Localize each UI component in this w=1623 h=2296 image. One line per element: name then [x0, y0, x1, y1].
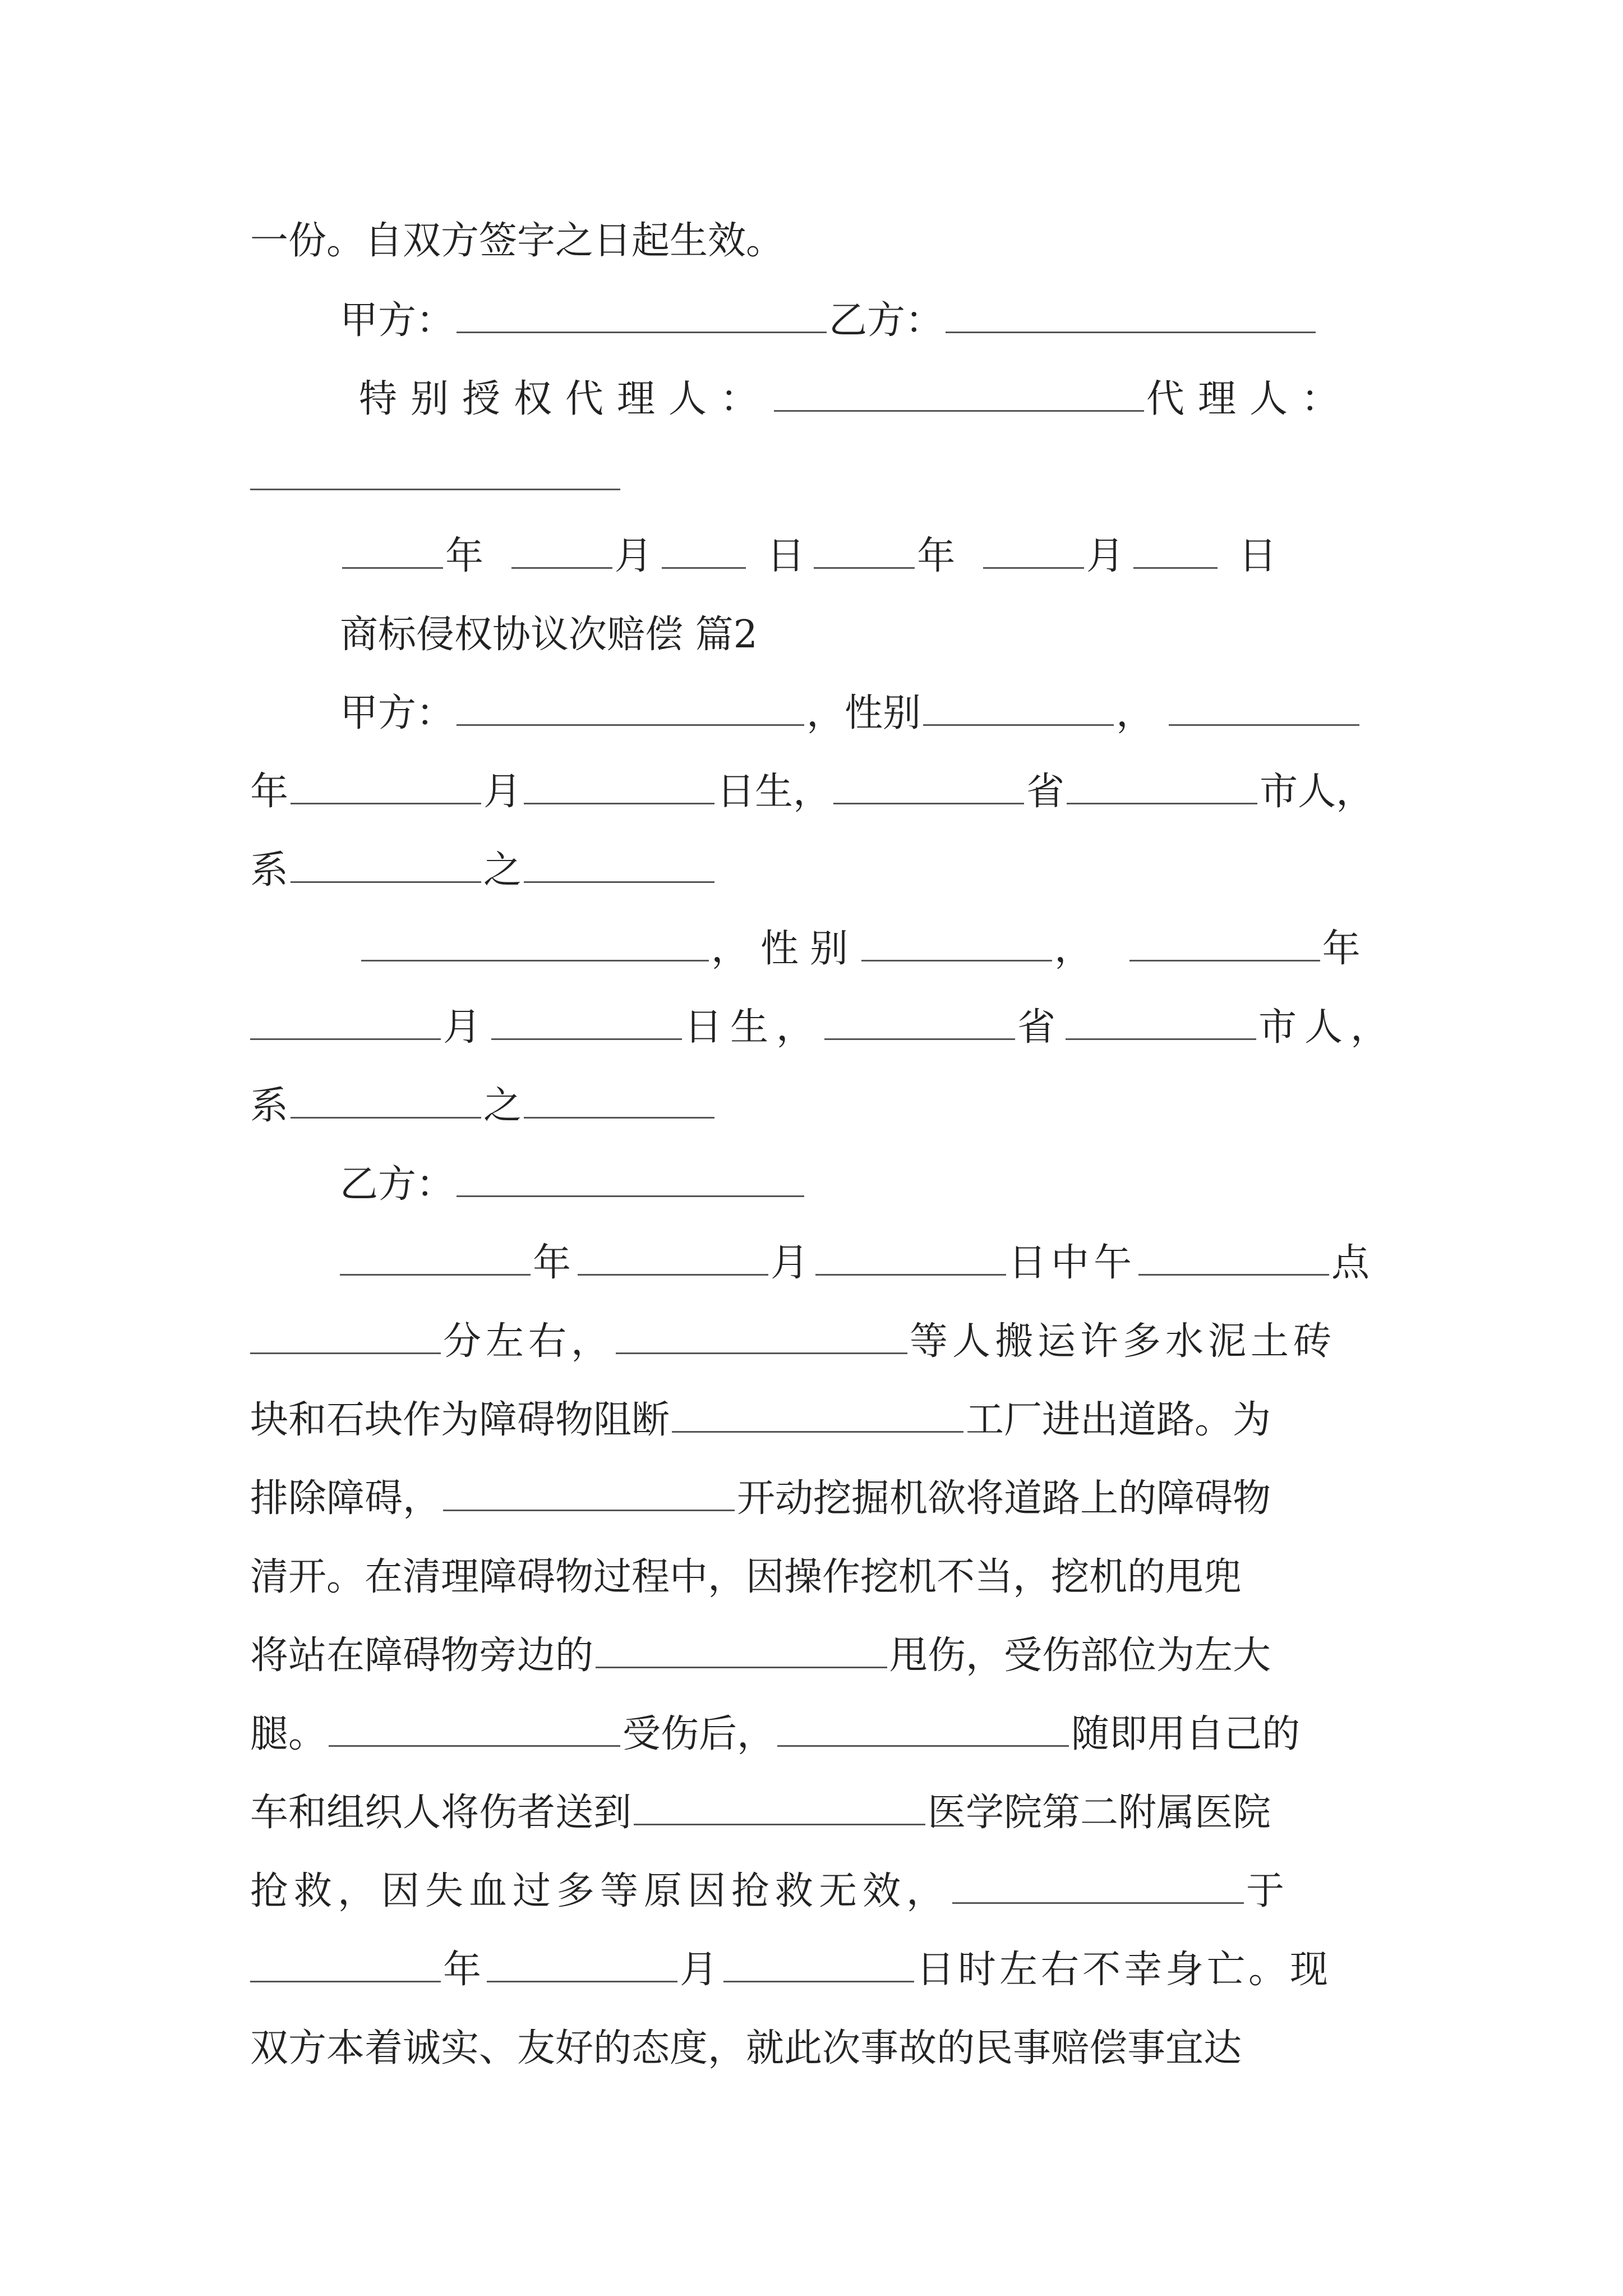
text-segment: 日时左右不幸身亡。现 — [916, 1948, 1332, 1992]
text-segment: 分左右， — [443, 1319, 614, 1364]
blank-line — [250, 477, 620, 490]
text-segment: ，性别 — [711, 927, 860, 971]
text-segment: 日 — [1238, 534, 1284, 578]
text-segment: 双方本着诚实、友好的态度，就此次事故的民事赔偿事宜达 — [250, 2026, 1242, 2070]
text-segment: 块和石块作为障碍物阻断 — [250, 1398, 670, 1442]
blank-line — [1138, 1263, 1329, 1276]
blank-line — [291, 792, 481, 804]
blank-line — [524, 792, 714, 804]
text-segment: 月 — [483, 770, 522, 814]
blank-line — [457, 320, 827, 333]
blank-line — [983, 556, 1084, 569]
blank-line — [250, 1341, 441, 1354]
blank-line — [814, 556, 915, 569]
text-line — [250, 1387, 1271, 1454]
blank-line — [524, 870, 714, 883]
text-segment: 等人搬运许多水泥土砖 — [910, 1319, 1336, 1364]
blank-line — [443, 1498, 735, 1511]
blank-line — [596, 1655, 887, 1668]
blank-line — [1133, 556, 1218, 569]
blank-line — [662, 556, 746, 569]
blank-line — [457, 713, 804, 726]
text-segment: 年 — [917, 534, 962, 578]
text-segment: 月 — [1086, 534, 1131, 578]
text-line — [250, 2015, 1242, 2082]
blank-line — [824, 1027, 1015, 1040]
text-segment: 工厂进出道路。为 — [966, 1398, 1271, 1442]
text-segment: 车和组织人将伤者送到 — [250, 1791, 632, 1835]
blank-line — [815, 1263, 1006, 1276]
text-segment: 市人， — [1260, 770, 1375, 814]
blank-line — [1169, 713, 1359, 726]
text-line — [250, 1701, 1300, 1768]
blank-line — [952, 1891, 1244, 1904]
text-segment: 市人， — [1258, 1005, 1397, 1050]
blank-line — [291, 870, 481, 883]
text-segment: 年 — [445, 534, 491, 578]
text-segment: 年 — [250, 770, 289, 814]
blank-line — [361, 949, 709, 961]
blank-line — [1067, 792, 1257, 804]
text-segment: 甲方： — [340, 298, 455, 343]
text-line — [250, 1779, 1271, 1847]
text-segment: 医学院第二附属医院 — [928, 1791, 1271, 1835]
text-segment: 随即用自己的 — [1071, 1712, 1301, 1756]
text-segment: 特别授权代理人： — [359, 377, 772, 421]
blank-line — [578, 1263, 768, 1276]
text-segment: 系 — [250, 848, 289, 892]
text-line — [250, 444, 620, 512]
section-heading — [340, 601, 758, 669]
text-line — [250, 1465, 1271, 1533]
text-segment: 之 — [483, 848, 522, 892]
text-segment: 月 — [614, 534, 660, 578]
text-line — [250, 837, 717, 904]
text-line — [340, 680, 1362, 747]
blank-line — [487, 1970, 677, 1982]
text-line — [340, 287, 1318, 355]
text-segment: 年 — [443, 1948, 485, 1992]
text-line — [250, 1073, 717, 1140]
text-segment: 乙方： — [829, 298, 944, 343]
text-segment: 月 — [680, 1948, 722, 1992]
blank-line — [457, 1184, 804, 1197]
blank-line — [250, 1970, 441, 1982]
text-segment: 腿。 — [250, 1712, 327, 1756]
text-segment: 代理人： — [1146, 377, 1353, 421]
text-segment: 将站在障碍物旁边的 — [250, 1634, 594, 1678]
text-segment: 甩伤，受伤部位为左大 — [889, 1634, 1271, 1678]
text-segment: 清开。在清理障碍物过程中，因操作挖机不当，挖机的甩兜 — [250, 1555, 1242, 1599]
text-line — [359, 915, 1372, 983]
text-line — [340, 523, 1284, 590]
blank-line — [723, 1970, 914, 1982]
text-segment: 日生， — [684, 1005, 823, 1050]
blank-line — [946, 320, 1316, 333]
text-segment: 月 — [443, 1005, 490, 1050]
text-line — [250, 1544, 1242, 1611]
text-segment: ， — [1116, 691, 1155, 735]
text-line — [250, 994, 1396, 1061]
text-segment: 一份。自双方签字之日起生效。 — [250, 219, 785, 263]
blank-line — [342, 556, 443, 569]
text-segment: 年 — [1322, 927, 1372, 971]
text-segment: 之 — [483, 1084, 522, 1128]
text-line — [340, 1151, 806, 1218]
text-segment: 甲方： — [340, 691, 455, 735]
text-segment: 系 — [250, 1084, 289, 1128]
blank-line — [340, 1263, 531, 1276]
blank-line — [923, 713, 1114, 726]
text-line — [250, 1936, 1331, 2004]
text-segment: 省 — [1017, 1005, 1064, 1050]
heading-text: 商标侵权协议次赔偿 篇2 — [340, 613, 758, 657]
text-segment: 月 — [771, 1241, 814, 1285]
text-line — [250, 1308, 1336, 1375]
blank-line — [777, 1734, 1069, 1747]
text-segment: 开动挖掘机欲将道路上的障碍物 — [737, 1476, 1271, 1521]
blank-line — [774, 399, 1144, 412]
blank-line — [491, 1027, 682, 1040]
text-segment: 抢救，因失血过多等原因抢救无效， — [250, 1869, 951, 1913]
blank-line — [833, 792, 1024, 804]
text-segment: ， — [1054, 927, 1104, 971]
text-line — [359, 366, 1353, 433]
text-segment: 乙方： — [340, 1162, 455, 1207]
text-line — [250, 1622, 1271, 1690]
text-segment: 日 — [767, 534, 812, 578]
text-segment: 排除障碍， — [250, 1476, 441, 1521]
blank-line — [1066, 1027, 1256, 1040]
blank-line — [861, 949, 1052, 961]
text-line — [250, 758, 1374, 826]
blank-line — [524, 1106, 714, 1119]
text-segment: 于 — [1246, 1869, 1290, 1913]
text-segment: 省 — [1026, 770, 1065, 814]
blank-line — [511, 556, 612, 569]
text-segment: 日中午 — [1008, 1241, 1137, 1285]
text-line — [250, 208, 784, 275]
blank-line — [1129, 949, 1320, 961]
text-segment: 点 — [1331, 1241, 1375, 1285]
blank-line — [250, 1027, 441, 1040]
blank-line — [672, 1420, 963, 1433]
text-segment: 受伤后， — [623, 1712, 776, 1756]
text-line — [340, 1230, 1374, 1297]
text-segment: 日生， — [717, 770, 832, 814]
blank-line — [616, 1341, 907, 1354]
blank-line — [291, 1106, 481, 1119]
text-line — [250, 1858, 1290, 1925]
text-segment: 年 — [533, 1241, 576, 1285]
blank-line — [329, 1734, 620, 1747]
blank-line — [634, 1812, 925, 1825]
text-segment: ，性别 — [806, 691, 921, 735]
